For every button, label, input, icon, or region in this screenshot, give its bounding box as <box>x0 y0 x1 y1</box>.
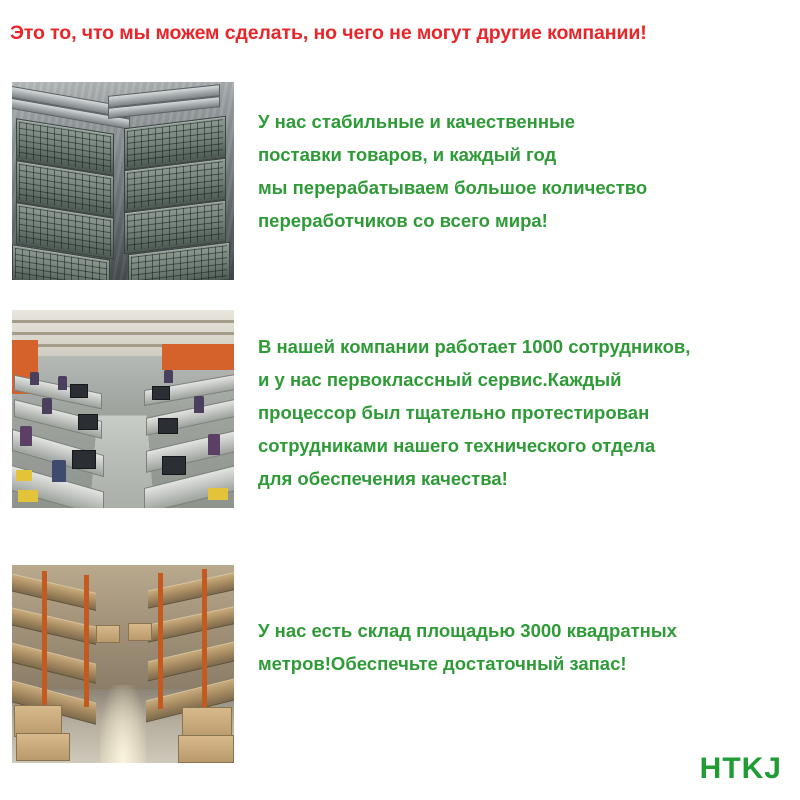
worker-figure <box>58 376 67 390</box>
text-line: мы перерабатываем большое количество <box>258 177 648 198</box>
page-title: Это то, что мы можем сделать, но чего не могут другие компании! <box>10 22 647 44</box>
text-line: У нас стабильные и качественные <box>258 111 576 132</box>
parts-bin <box>18 490 38 502</box>
cardboard-box-warehouse-photo <box>12 565 234 763</box>
work-bench <box>144 464 234 508</box>
monitor <box>158 418 178 434</box>
section-3-text <box>258 614 798 680</box>
worker-figure <box>30 372 39 385</box>
text-line: поставки товаров, и каждый год <box>258 144 557 165</box>
parts-bin <box>208 488 228 500</box>
worker-figure <box>52 460 66 482</box>
text-line: и у нас первоклассный сервис.Каждый <box>258 369 622 390</box>
rack-post <box>84 575 89 707</box>
monitor <box>72 450 96 469</box>
rack-post <box>42 571 47 711</box>
parts-bin <box>16 470 32 481</box>
worker-figure <box>164 370 173 383</box>
worker-figure <box>208 434 220 455</box>
monitor <box>152 386 170 400</box>
text-line: В нашей компании работает 1000 сотрудников, <box>258 336 691 357</box>
worker-figure <box>194 396 204 413</box>
text-line: сотрудниками нашего технического отдела <box>258 435 656 456</box>
monitor <box>78 414 98 430</box>
section-2-text <box>258 330 798 495</box>
worker-figure <box>20 426 32 446</box>
monitor <box>70 384 88 398</box>
box-stack <box>16 733 70 761</box>
text-line: для обеспечения качества! <box>258 468 508 489</box>
rack-post <box>202 569 207 711</box>
worker-figure <box>42 398 52 414</box>
brand-logo: HTKJ <box>699 752 782 785</box>
assembly-line-factory-photo <box>12 310 234 508</box>
text-line: У нас есть склад площадью 3000 квадратных <box>258 620 677 641</box>
text-line: переработчиков со всего мира! <box>258 210 548 231</box>
aisle-light-glow <box>100 685 146 763</box>
box-stack <box>96 625 120 643</box>
section-1-text <box>258 105 788 237</box>
box-stack <box>128 623 152 641</box>
monitor <box>162 456 186 475</box>
text-line: метров!Обеспечьте достаточный запас! <box>258 653 627 674</box>
box-stack <box>178 735 234 763</box>
battery-trays-warehouse-photo <box>12 82 234 280</box>
wall-panel <box>162 344 234 370</box>
rack-post <box>158 573 163 709</box>
text-line: процессор был тщательно протестирован <box>258 402 650 423</box>
work-bench <box>146 429 234 473</box>
